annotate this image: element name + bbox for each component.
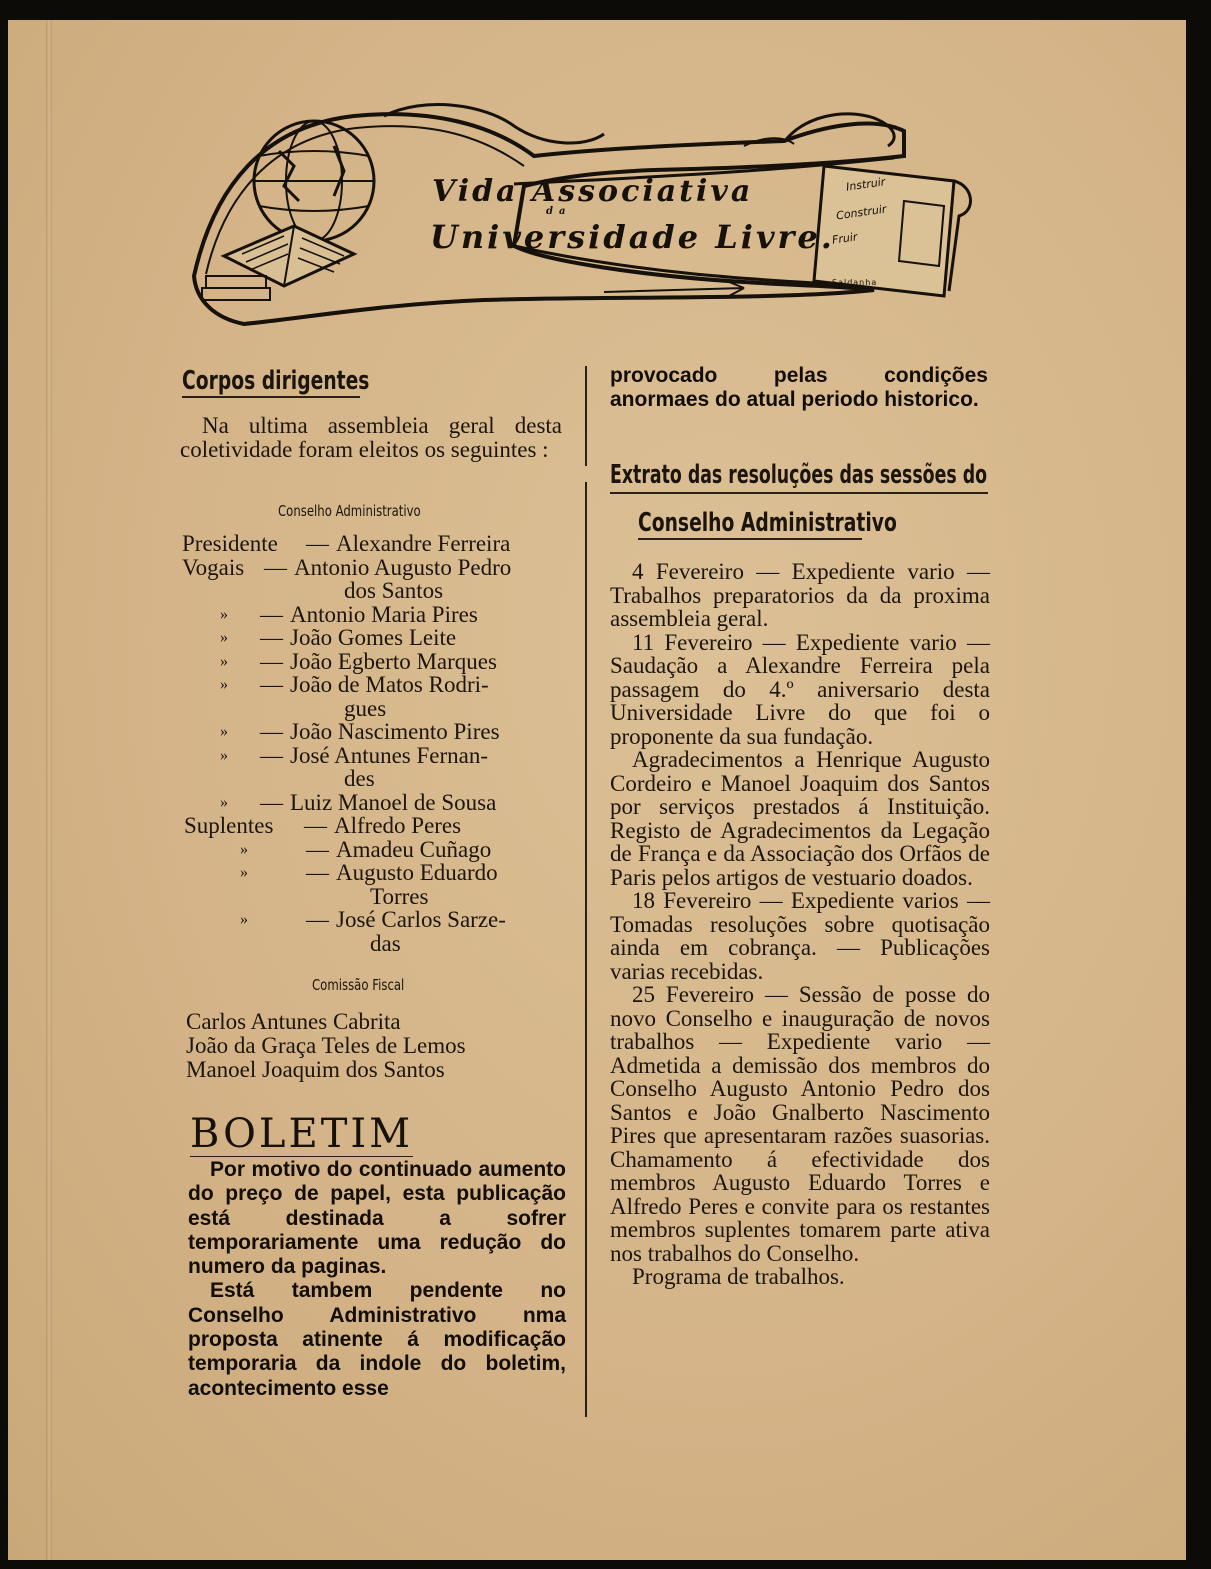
member-name: Alexandre Ferreira xyxy=(336,531,511,556)
member-dash: — xyxy=(260,648,283,674)
boletim-paragraph-1: Por motivo do continuado aumento do preço de papel, esta publicação está destinada a sofrer temporariamente uma redução do numero da paginas. xyxy=(188,1158,566,1279)
resolution-item: 18 Fevereiro — Expediente varios — Tomadas resoluções sobre quotisação ainda em cobrança. — Publicações varias recebidas. xyxy=(610,888,990,984)
extrato-heading: Extrato das resoluções das sessões do xyxy=(610,460,988,490)
corpos-heading: Corpos dirigentes xyxy=(182,366,370,396)
column-divider xyxy=(585,482,587,1417)
member-dash: — xyxy=(260,789,283,815)
member-name-continuation: des xyxy=(344,766,375,791)
ditto-mark: » xyxy=(220,676,228,693)
resolution-item: Agradecimentos a Henrique Augusto Cordeiro e Manoel Joaquim dos Santos por serviços prestados á Instituição. Registo de Agradecimentos da Legação de França e da Associação dos Orfãos de Paris pelos artigos de vestuario doados. xyxy=(610,747,990,890)
member-dash: — xyxy=(306,907,329,932)
banner-title-line1: Vida Associativa xyxy=(432,174,754,209)
fiscal-label: Comissão Fiscal xyxy=(312,976,405,994)
journal-page xyxy=(8,20,1186,1560)
member-name: João Nascimento Pires xyxy=(290,719,500,744)
member-name: João de Matos Rodri- xyxy=(290,672,489,697)
corpos-underline xyxy=(182,396,360,398)
member-name-continuation: gues xyxy=(344,695,387,721)
member-name: Luiz Manoel de Sousa xyxy=(290,789,497,815)
member-name: Alfredo Peres xyxy=(334,813,462,838)
member-name: Augusto Eduardo xyxy=(336,860,498,885)
member-dash: — xyxy=(260,719,283,744)
fiscal-member: Manoel Joaquim dos Santos xyxy=(186,1057,445,1082)
member-dash: — xyxy=(260,742,283,768)
member-dash: — xyxy=(304,813,327,838)
extrato-underline xyxy=(610,492,988,494)
member-dash: — xyxy=(260,672,283,697)
continuation-paragraph: provocado pelas condições anormaes do atual periodo historico. xyxy=(610,364,988,412)
boletim-title: BOLETIM xyxy=(190,1111,414,1157)
member-dash: — xyxy=(260,625,283,650)
resolution-item: 25 Fevereiro — Sessão de posse do novo Conselho e inauguração de novos trabalhos — Expediente vario — Admetida a demissão dos membros do Conselho Augusto Antonio Pedro dos Santos e João Gnalberto Nascimento Pires que apresentaram razões suasorias. Chamamento á efectividade dos membros Augusto Eduardo Torres e Alfredo Peres e convite para os restantes membros suplentes tomarem parte ativa nos trabalhos do Conselho. xyxy=(610,982,990,1266)
member-name: Antonio Maria Pires xyxy=(290,601,478,627)
scroll-word-2: Construir xyxy=(835,202,888,223)
ditto-mark: » xyxy=(220,746,228,764)
banner-title-da: da xyxy=(546,206,572,217)
member-role: Vogais xyxy=(182,554,245,580)
member-name: João Gomes Leite xyxy=(290,625,457,650)
resolutions-list xyxy=(610,560,990,1289)
resolution-item: Programa de trabalhos. xyxy=(632,1264,845,1289)
member-name-continuation: das xyxy=(370,930,401,956)
member-name: Amadeu Cuñago xyxy=(336,836,492,862)
conselho-heading: Conselho Administrativo xyxy=(638,508,897,538)
member-name-continuation: dos Santos xyxy=(344,578,444,603)
member-name: José Carlos Sarze- xyxy=(336,907,506,932)
scroll-word-3: Fruir xyxy=(831,230,859,247)
ditto-mark: » xyxy=(240,840,248,858)
artist-signature: Saldanha xyxy=(832,278,878,287)
boletim-text xyxy=(188,1158,566,1401)
ditto-mark: » xyxy=(220,723,228,740)
member-dash: — xyxy=(306,836,329,862)
member-dash: — xyxy=(306,531,329,556)
intro-paragraph: Na ultima assembleia geral desta coletividade foram eleitos os seguintes : xyxy=(180,413,562,462)
ditto-mark: » xyxy=(240,864,248,881)
member-dash: — xyxy=(264,554,287,580)
resolution-item: 11 Fevereiro — Expediente vario — Saudação a Alexandre Ferreira pela passagem do 4.º aniversario desta Universidade Livre do que foi o proponente da sua fundação. xyxy=(610,629,990,749)
member-role: Presidente xyxy=(182,531,278,556)
banner-title-line2: Universidade Livre. xyxy=(430,218,835,256)
fiscal-member: João da Graça Teles de Lemos xyxy=(186,1033,466,1058)
header-banner xyxy=(184,86,984,336)
column-divider-top xyxy=(585,366,587,466)
scroll-word-1: Instruir xyxy=(845,175,887,194)
boletim-paragraph-2: Está tambem pendente no Conselho Administrativo nma proposta atinente á modificação temporaria da indole do boletim, acontecimento esse xyxy=(188,1279,566,1400)
member-name-continuation: Torres xyxy=(370,883,429,909)
page-fold xyxy=(46,20,52,1560)
ditto-mark: » xyxy=(240,911,248,928)
member-dash: — xyxy=(260,601,283,627)
ditto-mark: » xyxy=(220,605,228,623)
member-role: Suplentes xyxy=(184,813,274,838)
conselho-underline xyxy=(638,538,862,540)
member-name: Antonio Augusto Pedro xyxy=(294,554,512,580)
resolution-item: 4 Fevereiro — Expediente vario — Trabalhos preparatorios da da proxima assembleia geral. xyxy=(610,559,990,631)
member-name: José Antunes Fernan- xyxy=(290,742,489,768)
fiscal-member: Carlos Antunes Cabrita xyxy=(186,1009,401,1034)
member-dash: — xyxy=(306,860,329,885)
ditto-mark: » xyxy=(220,793,228,811)
conselho-label: Conselho Administrativo xyxy=(278,502,421,520)
ditto-mark: » xyxy=(220,629,228,646)
member-name: João Egberto Marques xyxy=(290,648,497,674)
ditto-mark: » xyxy=(220,652,228,670)
